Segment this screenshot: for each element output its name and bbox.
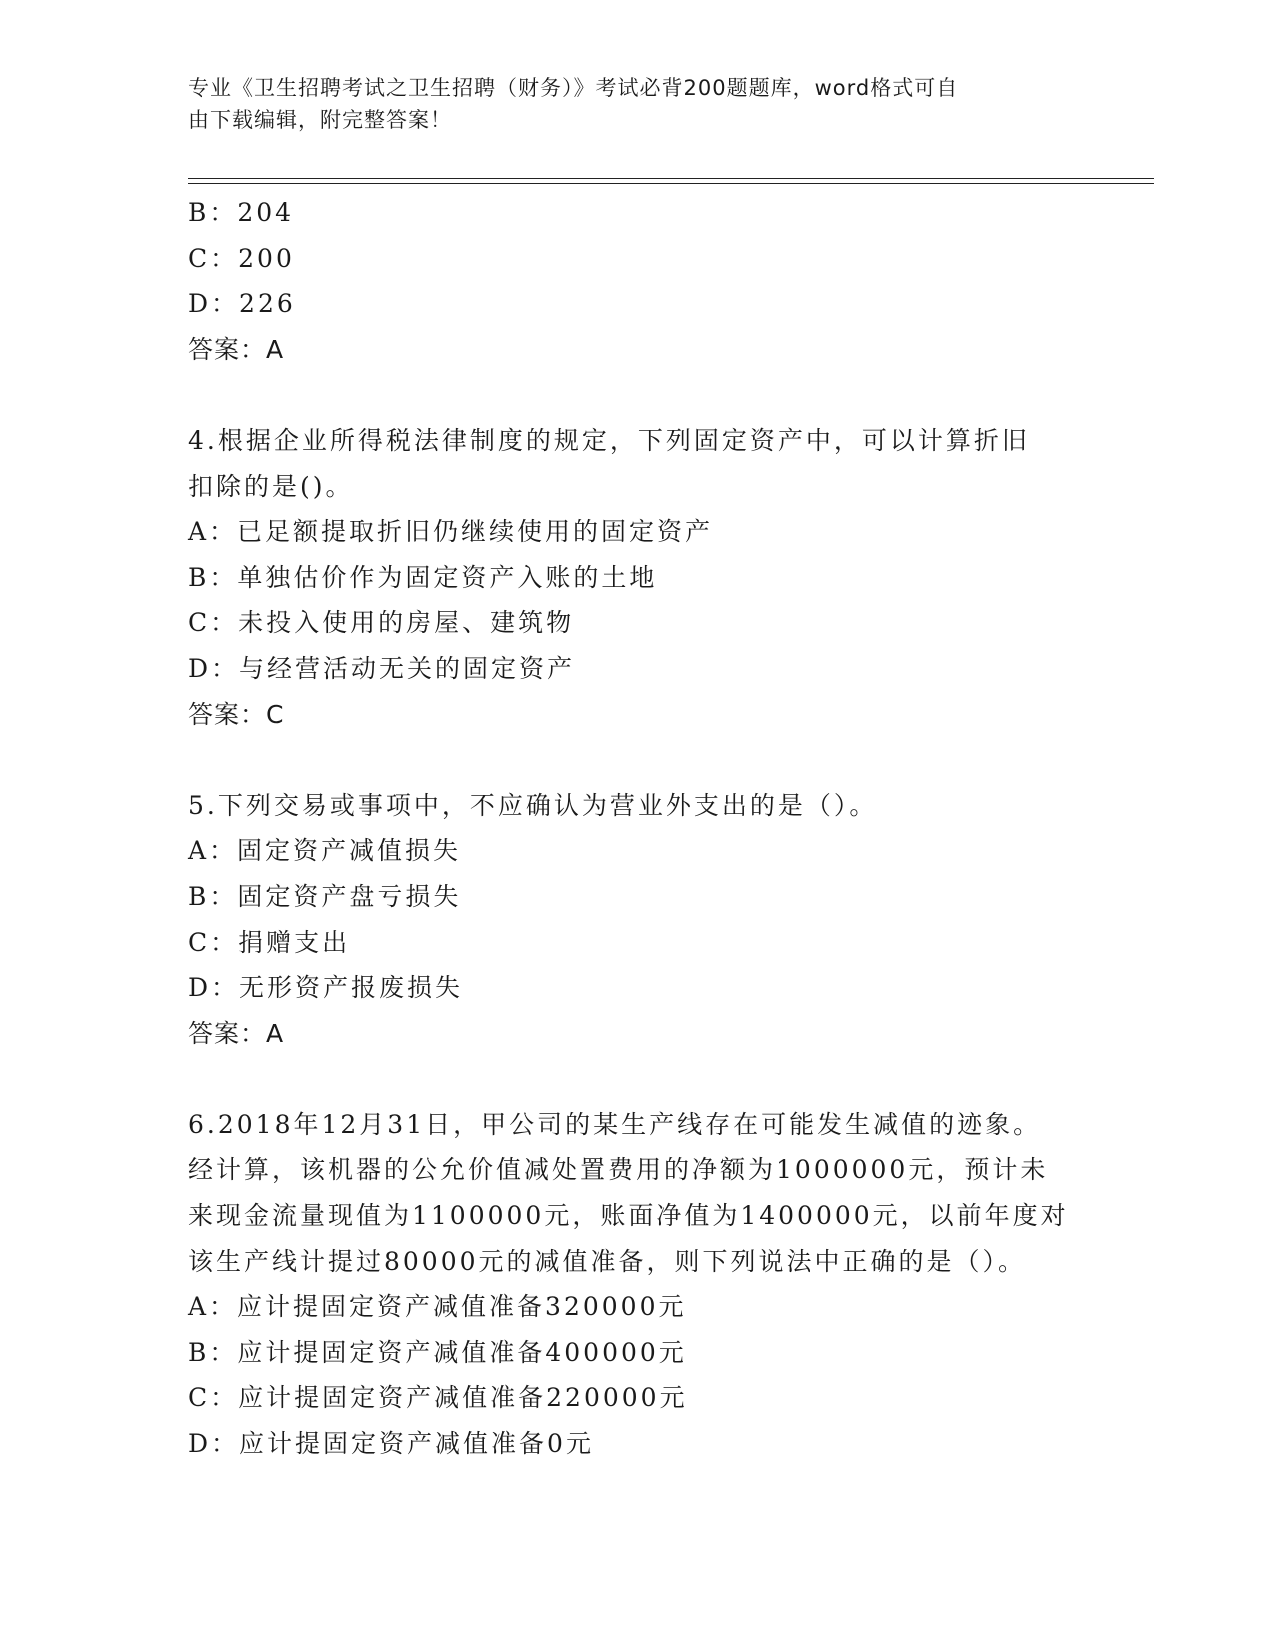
option-c: C：应计提固定资产减值准备220000元 — [188, 1383, 688, 1413]
question-6 — [188, 1102, 1068, 1467]
question-stem-line: 扣除的是()。 — [188, 471, 354, 501]
option-d: D：应计提固定资产减值准备0元 — [188, 1429, 594, 1459]
answer-line: 答案：C — [188, 699, 285, 729]
option-c: C：未投入使用的房屋、建筑物 — [188, 608, 575, 638]
option-c: C：捐赠支出 — [188, 927, 351, 957]
question-stem-line: 4.根据企业所得税法律制度的规定，下列固定资产中，可以计算折旧 — [188, 425, 1030, 455]
question-stem-line: 5.下列交易或事项中，不应确认为营业外支出的是（）。 — [188, 790, 878, 820]
option-d: D：与经营活动无关的固定资产 — [188, 653, 576, 683]
spacer — [188, 1056, 1068, 1102]
question-stem-line: 来现金流量现值为1100000元，账面净值为1400000元，以前年度对 — [188, 1201, 1069, 1231]
question-3-continued — [188, 190, 1068, 372]
header-line-2: 由下载编辑，附完整答案！ — [188, 108, 452, 132]
option-b: B：204 — [188, 198, 295, 227]
header-line-1: 专业《卫生招聘考试之卫生招聘（财务）》考试必背200题题库，word格式可自 — [188, 76, 959, 100]
spacer — [188, 372, 1068, 418]
option-a: A：应计提固定资产减值准备320000元 — [188, 1292, 687, 1322]
question-4 — [188, 418, 1068, 737]
header-divider-bottom — [188, 183, 1154, 184]
question-stem-line: 经计算，该机器的公允价值减处置费用的净额为1000000元，预计未 — [188, 1155, 1049, 1185]
spacer — [188, 737, 1068, 783]
option-b: B：固定资产盘亏损失 — [188, 881, 462, 911]
question-5 — [188, 783, 1068, 1057]
document-body — [188, 190, 1068, 1467]
answer-line: 答案：A — [188, 1018, 285, 1048]
document-header — [188, 72, 1068, 136]
option-a: A：固定资产减值损失 — [188, 836, 462, 866]
option-d: D：无形资产报废损失 — [188, 973, 464, 1003]
option-c: C：200 — [188, 243, 295, 273]
option-b: B：单独估价作为固定资产入账的土地 — [188, 562, 658, 592]
option-a: A：已足额提取折旧仍继续使用的固定资产 — [188, 517, 714, 547]
header-divider-top — [188, 178, 1154, 179]
question-stem-line: 该生产线计提过80000元的减值准备，则下列说法中正确的是（）。 — [188, 1246, 1027, 1276]
question-stem-line: 6.2018年12月31日，甲公司的某生产线存在可能发生减值的迹象。 — [188, 1109, 1042, 1139]
answer-line: 答案：A — [188, 334, 285, 364]
option-d: D：226 — [188, 289, 296, 319]
option-b: B：应计提固定资产减值准备400000元 — [188, 1337, 687, 1367]
